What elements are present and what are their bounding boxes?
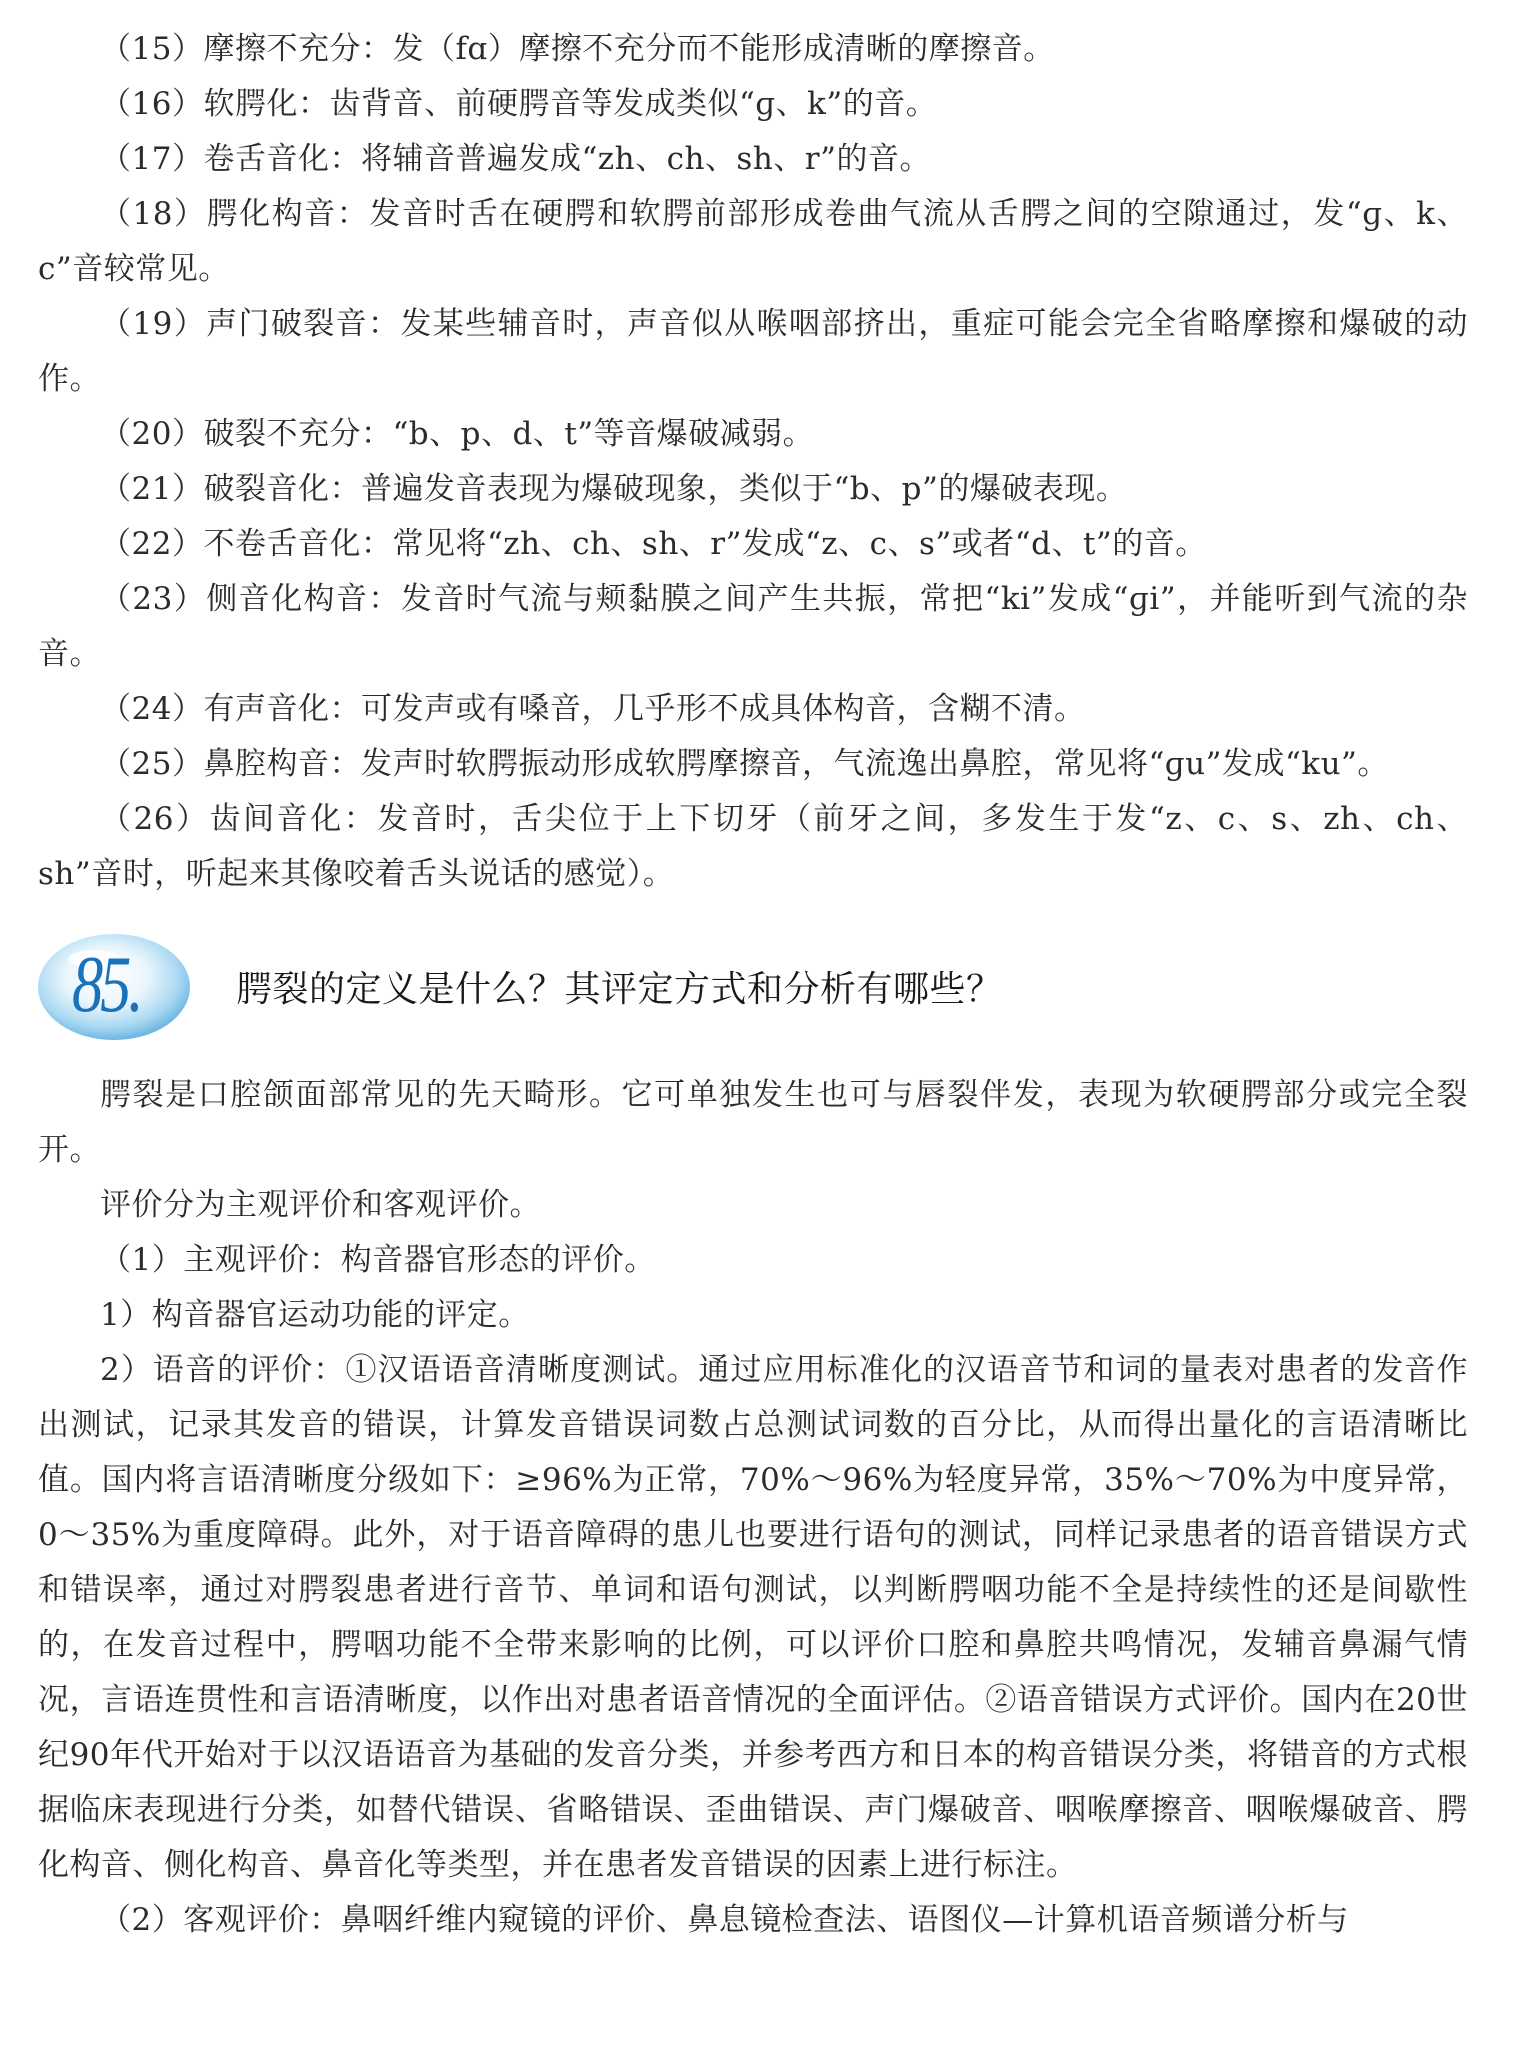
list-item: （26）齿间音化：发音时，舌尖位于上下切牙（前牙之间，多发生于发“z、c、s、zh、ch、sh”音时，听起来其像咬着舌头说话的感觉）。 bbox=[38, 801, 1468, 892]
list-item: （17）卷舌音化：将辅音普遍发成“zh、ch、sh、r”的音。 bbox=[100, 141, 931, 177]
list-item: （25）鼻腔构音：发声时软腭振动形成软腭摩擦音，气流逸出鼻腔，常见将“ɡu”发成“ku”。 bbox=[100, 746, 1389, 782]
list-item: （24）有声音化：可发声或有嗓音，几乎形不成具体构音，含糊不清。 bbox=[100, 691, 1086, 727]
items-before-section bbox=[38, 22, 1468, 902]
list-item: （19）声门破裂音：发某些辅音时，声音似从喉咽部挤出，重症可能会完全省略摩擦和爆破的动作。 bbox=[38, 306, 1468, 397]
list-item: （22）不卷舌音化：常见将“zh、ch、sh、r”发成“z、c、s”或者“d、t”的音。 bbox=[100, 526, 1207, 562]
document-page bbox=[38, 22, 1468, 1948]
list-item: （21）破裂音化：普遍发音表现为爆破现象，类似于“b、p”的爆破表现。 bbox=[100, 471, 1128, 507]
paragraph: 腭裂是口腔颌面部常见的先天畸形。它可单独发生也可与唇裂伴发，表现为软硬腭部分或完全裂开。 bbox=[38, 1077, 1468, 1168]
list-item: （20）破裂不充分：“b、p、d、t”等音爆破减弱。 bbox=[100, 416, 815, 452]
section-heading bbox=[34, 926, 1468, 1046]
list-item: （18）腭化构音：发音时舌在硬腭和软腭前部形成卷曲气流从舌腭之间的空隙通过，发“ɡ、k、c”音较常见。 bbox=[38, 196, 1468, 287]
paragraph: 评价分为主观评价和客观评价。 bbox=[100, 1187, 541, 1223]
section-number: 85. bbox=[72, 941, 141, 1029]
items-after-section bbox=[38, 1068, 1468, 1948]
list-item: （16）软腭化：齿背音、前硬腭音等发成类似“ɡ、k”的音。 bbox=[100, 86, 938, 122]
section-number-badge bbox=[34, 927, 204, 1045]
list-item: （23）侧音化构音：发音时气流与颊黏膜之间产生共振，常把“ki”发成“ɡi”，并能听到气流的杂音。 bbox=[38, 581, 1468, 672]
list-item: 1）构音器官运动功能的评定。 bbox=[100, 1297, 530, 1333]
list-item: （1）主观评价：构音器官形态的评价。 bbox=[100, 1242, 656, 1278]
list-item: （2）客观评价：鼻咽纤维内窥镜的评价、鼻息镜检查法、语图仪—计算机语音频谱分析与 bbox=[100, 1902, 1349, 1938]
list-item: 2）语音的评价：①汉语语音清晰度测试。通过应用标准化的汉语音节和词的量表对患者的发音作出测试，记录其发音的错误，计算发音错误词数占总测试词数的百分比，从而得出量化的言语清晰比值。国内将言语清晰度分级如下：≥96%为正常，70%～96%为轻度异常，35%～70%为中度异常，0～35%为重度障碍。此外，对于语音障碍的患儿也要进行语句的测试，同样记录患者的语音错误方式和错误率，通过对腭裂患者进行音节、单词和语句测试，以判断腭咽功能不全是持续性的还是间歇性的，在发音过程中，腭咽功能不全带来影响的比例，可以评价口腔和鼻腔共鸣情况，发辅音鼻漏气情况，言语连贯性和言语清晰度，以作出对患者语音情况的全面评估。②语音错误方式评价。国内在20世纪90年代开始对于以汉语语音为基础的发音分类，并参考西方和日本的构音错误分类，将错音的方式根据临床表现进行分类，如替代错误、省略错误、歪曲错误、声门爆破音、咽喉摩擦音、咽喉爆破音、腭化构音、侧化构音、鼻音化等类型，并在患者发音错误的因素上进行标注。 bbox=[38, 1352, 1468, 1883]
section-title: 腭裂的定义是什么？其评定方式和分析有哪些？ bbox=[236, 968, 1003, 1010]
list-item: （15）摩擦不充分：发（fɑ）摩擦不充分而不能形成清晰的摩擦音。 bbox=[100, 31, 1055, 67]
